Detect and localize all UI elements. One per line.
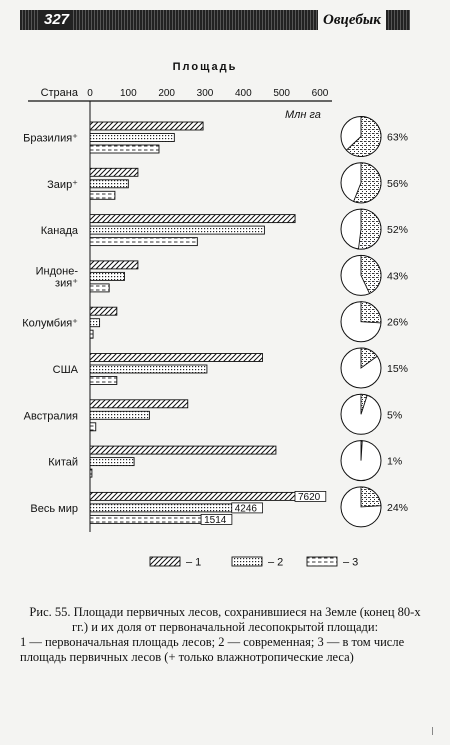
bar (90, 469, 92, 477)
chart-title: Площадь (172, 61, 238, 73)
category-label: зия⁺ (55, 277, 78, 290)
bar (90, 365, 207, 373)
bar (90, 284, 109, 292)
x-tick-labels (87, 88, 329, 99)
x-tick-label: 600 (311, 88, 329, 99)
pie-percent-label: 52% (387, 224, 409, 237)
x-tick-label: 100 (119, 88, 137, 99)
caption-legend: 1 — первоначальная площадь лесов; 2 — современная; 3 — в том числе площадь первичных лесов (+ только влажнотропические леса) (20, 635, 405, 664)
caption-title: Рис. 55. Площади первичных лесов, сохранившиеся на Земле (конец 80-х гг.) и их доля от первоначальной лесопокрытой площади: (29, 605, 421, 634)
legend-label: – 2 (268, 556, 284, 569)
running-head: Овцебык (318, 10, 386, 30)
pie-percent-label: 63% (387, 131, 409, 144)
bar (90, 180, 128, 188)
x-tick-label: 300 (196, 88, 214, 99)
category-axis-label: Страна (40, 87, 78, 99)
bar (90, 261, 138, 269)
bar (90, 238, 197, 246)
bar (90, 377, 117, 385)
bar (90, 168, 138, 176)
world-bar-value-label: 7620 (298, 491, 321, 503)
world-bar-value-label: 4246 (234, 503, 257, 515)
bar (90, 215, 295, 223)
unit-label: Млн га (285, 109, 321, 121)
bar (90, 458, 134, 466)
pie-percent-label: 56% (387, 177, 409, 190)
page-number: 327 (40, 10, 73, 30)
bar (90, 272, 125, 280)
pie-percent-label: 26% (387, 316, 409, 329)
x-tick-label: 200 (158, 88, 176, 99)
pie-percent-label: 24% (387, 501, 409, 514)
legend-swatch (150, 557, 180, 566)
bar (90, 122, 203, 130)
category-label: Бразилия⁺ (23, 132, 78, 145)
pie-slice (361, 487, 381, 507)
x-tick-label: 0 (87, 88, 93, 99)
x-tick-label: 400 (234, 88, 252, 99)
pie-slice (358, 209, 381, 249)
category-label: Весь мир (30, 502, 78, 515)
bar (90, 423, 96, 431)
world-bar-value-label: 1514 (204, 514, 227, 526)
bar (90, 400, 188, 408)
bar (90, 446, 276, 454)
bar (90, 319, 100, 327)
bar (90, 504, 234, 512)
bar (90, 354, 263, 362)
bar (90, 515, 203, 523)
bar (90, 411, 149, 419)
category-label: Заир⁺ (47, 178, 78, 191)
pie-percent-label: 5% (387, 409, 403, 422)
category-label: Индоне- (35, 265, 78, 278)
category-label: Австралия (23, 410, 78, 423)
legend-label: – 3 (343, 556, 359, 569)
pie-slice (361, 302, 381, 323)
bar (90, 226, 264, 234)
category-label: США (52, 364, 78, 376)
pie-charts (341, 117, 408, 527)
legend-swatch (232, 557, 262, 566)
category-label: Канада (40, 225, 78, 238)
bar (90, 145, 159, 153)
category-labels (22, 133, 79, 515)
category-label: Колумбия⁺ (22, 317, 78, 330)
crop-mark (432, 727, 433, 735)
bar (90, 492, 297, 500)
bar (90, 330, 93, 338)
bar (90, 307, 117, 315)
legend-label: – 1 (186, 556, 202, 569)
legend (150, 557, 358, 569)
figure-caption (20, 605, 430, 665)
legend-swatch (307, 557, 337, 566)
category-label: Китай (48, 456, 78, 469)
bar (90, 134, 174, 142)
pie-percent-label: 43% (387, 270, 409, 283)
pie-percent-label: 15% (387, 363, 409, 375)
bars (90, 122, 326, 526)
pie-percent-label: 1% (387, 455, 403, 468)
x-tick-label: 500 (273, 88, 291, 99)
bar (90, 191, 115, 199)
